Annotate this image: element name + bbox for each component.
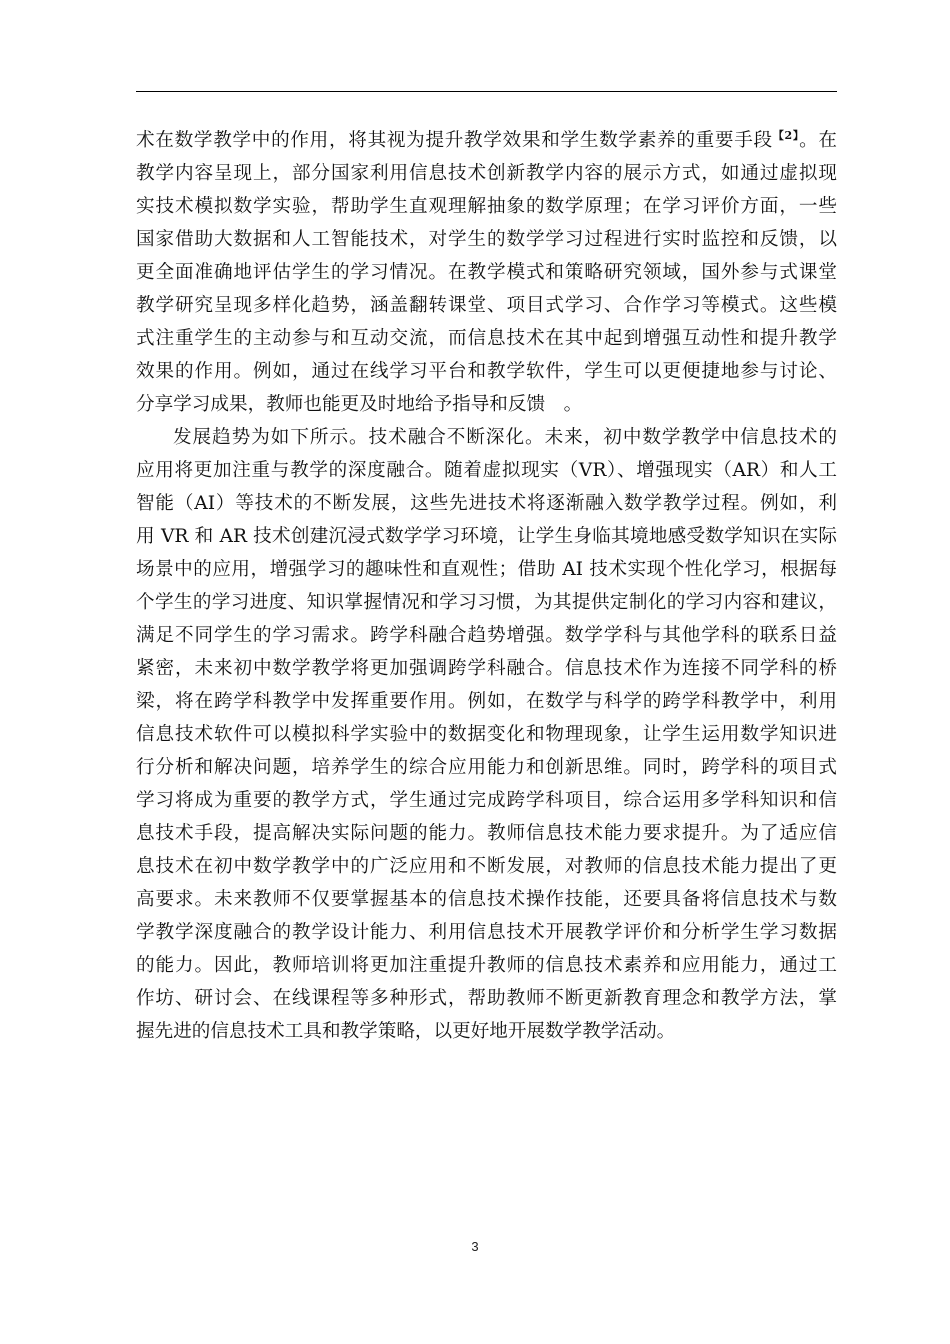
text-line: 场景中的应用，增强学习的趣味性和直观性；借助 AI 技术实现个性化学习，根据每 — [136, 559, 837, 580]
text-line: 信息技术软件可以模拟科学实验中的数据变化和物理现象，让学生运用数学知识进 — [136, 724, 837, 745]
text-line: 式注重学生的主动参与和互动交流，而信息技术在其中起到增强互动性和提升教学 — [136, 328, 837, 349]
header-rule — [136, 91, 837, 92]
text-line: 满足不同学生的学习需求。跨学科融合趋势增强。数学学科与其他学科的联系日益 — [136, 625, 837, 646]
text-line: 的能力。因此，教师培训将更加注重提升教师的信息技术素养和应用能力，通过工 — [136, 955, 837, 976]
text-line: 学习将成为重要的教学方式，学生通过完成跨学科项目，综合运用多学科知识和信 — [136, 790, 837, 811]
page-number: 3 — [471, 1239, 479, 1254]
text-line: 作坊、研讨会、在线课程等多种形式，帮助教师不断更新教育理念和教学方法，掌 — [136, 988, 837, 1009]
paragraph-1 — [136, 124, 837, 421]
text-line: 行分析和解决问题，培养学生的综合应用能力和创新思维。同时，跨学科的项目式 — [136, 757, 837, 778]
text-line: 智能（AI）等技术的不断发展，这些先进技术将逐渐融入数学教学过程。例如，利 — [136, 493, 837, 514]
text-line: 更全面准确地评估学生的学习情况。在教学模式和策略研究领域，国外参与式课堂 — [136, 262, 837, 283]
body-text — [136, 124, 837, 1048]
text-line: 分享学习成果，教师也能更及时地给予指导和反馈 。 — [136, 394, 583, 415]
text-line: 实技术模拟数学实验，帮助学生直观理解抽象的数学原理；在学习评价方面，一些 — [136, 196, 837, 217]
text-line: 国家借助大数据和人工智能技术，对学生的数学学习过程进行实时监控和反馈，以 — [136, 229, 837, 250]
text-line: 效果的作用。例如，通过在线学习平台和教学软件，学生可以更便捷地参与讨论、 — [136, 361, 837, 382]
text-line: 术在数学教学中的作用，将其视为提升教学效果和学生数学素养的重要手段$^{【2】}$。在 — [136, 129, 837, 151]
text-line: 发展趋势为如下所示。技术融合不断深化。未来，初中数学教学中信息技术的 — [173, 427, 837, 448]
text-line: 应用将更加注重与教学的深度融合。随着虚拟现实（VR）、增强现实（AR）和人工 — [136, 460, 837, 481]
text-line: 梁，将在跨学科教学中发挥重要作用。例如，在数学与科学的跨学科教学中，利用 — [136, 691, 837, 712]
text-line: 学教学深度融合的教学设计能力、利用信息技术开展教学评价和分析学生学习数据 — [136, 922, 837, 943]
citation-marker[interactable]: 【2】 — [772, 129, 800, 142]
paragraph-2 — [136, 421, 837, 1048]
text-line: 用 VR 和 AR 技术创建沉浸式数学学习环境，让学生身临其境地感受数学知识在实际 — [136, 526, 837, 547]
text-line: 息技术在初中数学教学中的广泛应用和不断发展，对教师的信息技术能力提出了更 — [136, 856, 837, 877]
text-line: 教学研究呈现多样化趋势，涵盖翻转课堂、项目式学习、合作学习等模式。这些模 — [136, 295, 837, 316]
text-line: 高要求。未来教师不仅要掌握基本的信息技术操作技能，还要具备将信息技术与数 — [136, 889, 837, 910]
text-line: 个学生的学习进度、知识掌握情况和学习习惯，为其提供定制化的学习内容和建议， — [136, 592, 837, 613]
text-line: 息技术手段，提高解决实际问题的能力。教师信息技术能力要求提升。为了适应信 — [136, 823, 837, 844]
text-line: 紧密，未来初中数学教学将更加强调跨学科融合。信息技术作为连接不同学科的桥 — [136, 658, 837, 679]
text-line: 教学内容呈现上，部分国家利用信息技术创新教学内容的展示方式，如通过虚拟现 — [136, 163, 837, 184]
text-line: 握先进的信息技术工具和教学策略，以更好地开展数学教学活动。 — [136, 1021, 676, 1042]
